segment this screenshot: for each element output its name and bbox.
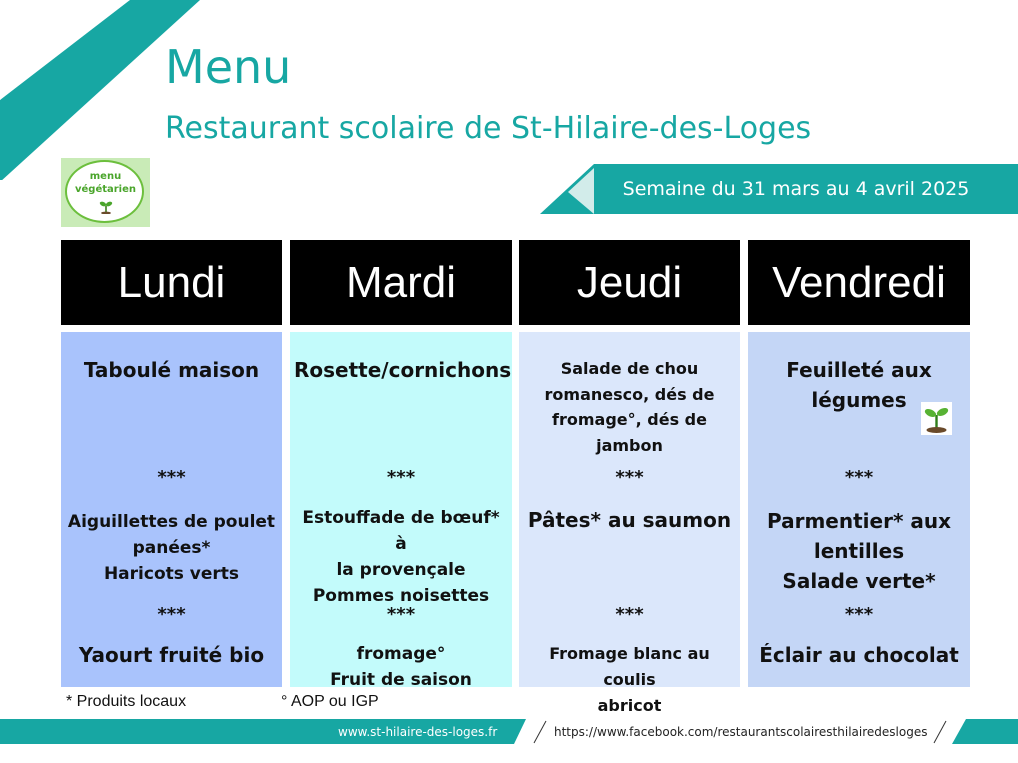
main-course bbox=[290, 505, 512, 609]
page-title: Menu bbox=[165, 40, 292, 94]
day-header-lundi bbox=[61, 240, 282, 325]
separator: *** bbox=[157, 467, 186, 488]
starter-line: jambon bbox=[596, 435, 663, 455]
starter-line: Rosette/cornichons bbox=[294, 358, 512, 382]
starter-line: romanesco, dés de bbox=[544, 384, 715, 404]
starter bbox=[61, 358, 282, 382]
dessert-line: abricot bbox=[597, 696, 662, 715]
dessert bbox=[748, 643, 970, 667]
main-line: la provençale bbox=[336, 560, 466, 580]
separator: *** bbox=[615, 604, 644, 625]
dessert-line: Fruit de saison bbox=[330, 670, 472, 690]
main-line: lentilles bbox=[813, 539, 905, 563]
starter-line: légumes bbox=[811, 388, 907, 412]
starter-line: Salade de chou bbox=[560, 359, 699, 378]
main-line: Estouffade de bœuf* à bbox=[302, 508, 500, 554]
dessert bbox=[519, 641, 740, 719]
day-name: Mardi bbox=[345, 257, 457, 307]
main-course bbox=[748, 506, 970, 596]
day-header-mardi bbox=[290, 240, 512, 325]
starter-line: Feuilleté aux bbox=[786, 358, 932, 382]
dessert bbox=[290, 641, 512, 693]
day-name: Lundi bbox=[117, 257, 226, 307]
separator: *** bbox=[615, 467, 644, 488]
footnote-aop-igp: ° AOP ou IGP bbox=[281, 693, 379, 710]
main-line: Salade verte* bbox=[782, 569, 936, 593]
day-column-lundi bbox=[61, 332, 282, 687]
separator: *** bbox=[844, 604, 874, 625]
starter-line: Taboulé maison bbox=[83, 358, 260, 382]
day-name: Vendredi bbox=[772, 257, 946, 307]
dessert-line: fromage° bbox=[356, 644, 446, 664]
dessert bbox=[61, 643, 282, 667]
main-course bbox=[61, 509, 282, 587]
day-column-vendredi bbox=[748, 332, 970, 687]
main-line: Parmentier* aux bbox=[766, 509, 952, 533]
separator: *** bbox=[157, 604, 186, 625]
footnote-local-products: * Produits locaux bbox=[66, 693, 187, 710]
starter bbox=[519, 356, 740, 458]
badge-line-2: végétarien bbox=[74, 184, 137, 195]
dessert-line: Éclair au chocolat bbox=[759, 643, 959, 667]
vegetarian-menu-badge bbox=[61, 158, 150, 227]
sprout-icon bbox=[98, 198, 114, 214]
day-name: Jeudi bbox=[576, 257, 683, 307]
main-line: Pâtes* au saumon bbox=[527, 508, 732, 532]
dessert-line: Yaourt fruité bio bbox=[78, 643, 265, 667]
vegetarian-sprout-icon bbox=[921, 402, 952, 435]
facebook-link[interactable]: https://www.facebook.com/restaurantscolairesthilairedesloges bbox=[554, 724, 928, 739]
badge-line-1: menu bbox=[89, 171, 122, 182]
day-column-mardi bbox=[290, 332, 512, 690]
day-header-vendredi bbox=[748, 240, 970, 325]
separator: *** bbox=[844, 467, 874, 488]
main-line: panées* bbox=[132, 538, 211, 558]
starter bbox=[290, 358, 512, 382]
day-column-jeudi bbox=[519, 332, 740, 715]
main-line: Haricots verts bbox=[103, 564, 240, 584]
website-link[interactable]: www.st-hilaire-des-loges.fr bbox=[338, 724, 498, 739]
starter-line: fromage°, dés de bbox=[552, 410, 707, 429]
main-line: Aiguillettes de poulet bbox=[67, 512, 276, 532]
page-subtitle: Restaurant scolaire de St-Hilaire-des-Loges bbox=[165, 111, 812, 146]
dessert-line: Fromage blanc au coulis bbox=[549, 644, 710, 689]
week-label: Semaine du 31 mars au 4 avril 2025 bbox=[622, 178, 970, 200]
separator: *** bbox=[386, 467, 416, 488]
main-course bbox=[519, 508, 740, 532]
day-header-jeudi bbox=[519, 240, 740, 325]
main-line: Pommes noisettes bbox=[312, 586, 490, 606]
separator: *** bbox=[386, 604, 416, 625]
